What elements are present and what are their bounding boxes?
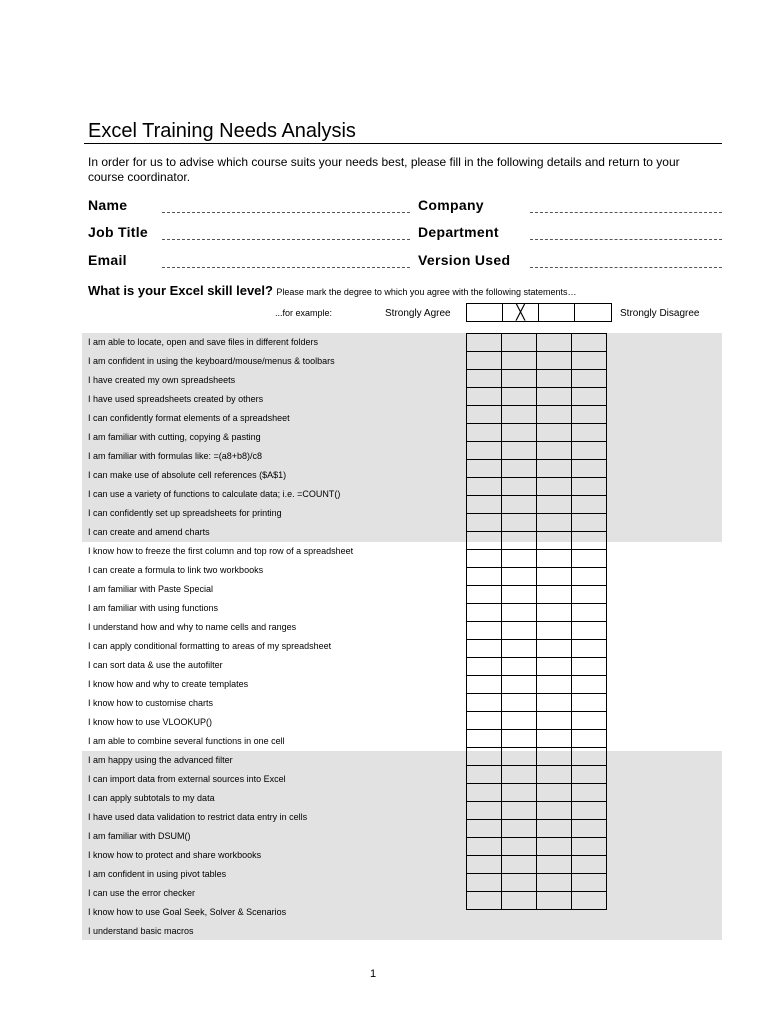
rating-cell[interactable] — [537, 730, 572, 748]
rating-cell[interactable] — [537, 658, 572, 676]
rating-cell[interactable] — [467, 820, 502, 838]
rating-cell[interactable] — [502, 874, 537, 892]
rating-cell[interactable] — [537, 586, 572, 604]
rating-grid — [466, 333, 607, 910]
skill-question — [88, 283, 576, 298]
rating-row — [467, 568, 607, 586]
statement-item: I can import data from external sources into Excel — [88, 774, 286, 784]
rating-cell[interactable] — [502, 856, 537, 874]
rating-cell[interactable] — [572, 478, 607, 496]
statement-item: I can apply subtotals to my data — [88, 793, 215, 803]
rating-cell[interactable] — [537, 874, 572, 892]
rating-cell[interactable] — [537, 496, 572, 514]
statement-item: I have created my own spreadsheets — [88, 375, 236, 385]
statement-item: I am confident in using pivot tables — [88, 869, 227, 879]
rating-cell[interactable] — [502, 406, 537, 424]
rating-cell[interactable] — [572, 586, 607, 604]
job-title-label: Job Title — [88, 224, 149, 240]
rating-cell[interactable] — [467, 874, 502, 892]
rating-cell[interactable] — [572, 514, 607, 532]
statement-item: I understand basic macros — [88, 926, 194, 936]
rating-cell[interactable] — [502, 388, 537, 406]
rating-cell[interactable] — [572, 370, 607, 388]
rating-cell[interactable] — [467, 784, 502, 802]
rating-cell[interactable] — [572, 622, 607, 640]
rating-row — [467, 622, 607, 640]
rating-cell[interactable] — [572, 424, 607, 442]
rating-row — [467, 730, 607, 748]
statement-item: I can create a formula to link two workbooks — [88, 565, 264, 575]
rating-row — [467, 676, 607, 694]
rating-cell[interactable] — [572, 694, 607, 712]
rating-cell[interactable] — [502, 568, 537, 586]
rating-cell[interactable] — [572, 388, 607, 406]
rating-row — [467, 802, 607, 820]
rating-cell[interactable] — [572, 568, 607, 586]
rating-row — [467, 334, 607, 352]
rating-cell[interactable] — [537, 622, 572, 640]
statement-item: I can apply conditional formatting to areas of my spreadsheet — [88, 641, 332, 651]
statement-item: I know how to freeze the first column and top row of a spreadsheet — [88, 546, 354, 556]
rating-cell[interactable] — [537, 550, 572, 568]
version-used-label: Version Used — [418, 252, 511, 268]
rating-cell[interactable] — [502, 370, 537, 388]
rating-cell[interactable] — [502, 550, 537, 568]
rating-cell[interactable] — [467, 478, 502, 496]
rating-cell[interactable] — [467, 838, 502, 856]
rating-cell[interactable] — [502, 424, 537, 442]
rating-cell[interactable] — [467, 532, 502, 550]
rating-cell[interactable] — [572, 766, 607, 784]
rating-cell[interactable] — [502, 784, 537, 802]
rating-cell[interactable] — [467, 856, 502, 874]
rating-cell[interactable] — [502, 640, 537, 658]
rating-cell[interactable] — [467, 550, 502, 568]
rating-cell[interactable] — [502, 658, 537, 676]
rating-cell[interactable] — [467, 748, 502, 766]
rating-row — [467, 748, 607, 766]
statement-item: I am confident in using the keyboard/mouse/menus & toolbars — [88, 356, 335, 366]
statement-item: I know how to use VLOOKUP() — [88, 717, 213, 727]
rating-cell[interactable] — [572, 838, 607, 856]
rating-cell[interactable] — [537, 604, 572, 622]
rating-cell[interactable] — [502, 820, 537, 838]
rating-cell[interactable] — [467, 586, 502, 604]
rating-cell[interactable] — [572, 532, 607, 550]
rating-cell[interactable] — [502, 802, 537, 820]
rating-cell[interactable] — [467, 694, 502, 712]
rating-cell[interactable] — [467, 658, 502, 676]
name-field[interactable] — [162, 212, 410, 213]
rating-cell[interactable] — [502, 478, 537, 496]
rating-cell[interactable] — [502, 622, 537, 640]
rating-cell[interactable] — [467, 568, 502, 586]
rating-cell[interactable] — [502, 460, 537, 478]
statement-item: I know how to use Goal Seek, Solver & Scenarios — [88, 907, 287, 917]
statement-item: I know how and why to create templates — [88, 679, 249, 689]
rating-row — [467, 604, 607, 622]
rating-cell[interactable] — [537, 370, 572, 388]
rating-cell[interactable] — [572, 442, 607, 460]
skill-instruction: Please mark the degree to which you agree with the following statements… — [276, 287, 577, 297]
rating-cell[interactable] — [572, 892, 607, 910]
rating-cell[interactable] — [572, 604, 607, 622]
statement-item: I am able to locate, open and save files in different folders — [88, 337, 318, 347]
rating-cell[interactable] — [537, 802, 572, 820]
email-field[interactable] — [162, 267, 410, 268]
rating-row — [467, 658, 607, 676]
rating-cell[interactable] — [572, 460, 607, 478]
rating-row — [467, 694, 607, 712]
rating-cell[interactable] — [467, 370, 502, 388]
rating-cell[interactable] — [537, 694, 572, 712]
intro-text: In order for us to advise which course suits your needs best, please fill in the following details and return to your course coordinator. — [88, 155, 680, 184]
rating-cell[interactable] — [537, 442, 572, 460]
rating-cell[interactable] — [572, 730, 607, 748]
rating-row — [467, 442, 607, 460]
rating-cell[interactable] — [572, 640, 607, 658]
statement-item: I can confidently format elements of a spreadsheet — [88, 413, 290, 423]
rating-cell[interactable] — [502, 352, 537, 370]
email-label: Email — [88, 252, 127, 268]
rating-cell[interactable] — [537, 424, 572, 442]
statement-item: I can use the error checker — [88, 888, 196, 898]
rating-cell[interactable] — [572, 658, 607, 676]
version-used-field[interactable] — [530, 267, 722, 268]
rating-cell[interactable] — [572, 550, 607, 568]
rating-cell[interactable] — [467, 352, 502, 370]
rating-cell[interactable] — [572, 784, 607, 802]
strongly-disagree-label: Strongly Disagree — [620, 308, 700, 319]
company-field[interactable] — [530, 212, 722, 213]
rating-cell[interactable] — [467, 334, 502, 352]
rating-cell[interactable] — [467, 802, 502, 820]
rating-cell[interactable] — [502, 892, 537, 910]
rating-row — [467, 766, 607, 784]
rating-row — [467, 820, 607, 838]
rating-cell[interactable] — [467, 388, 502, 406]
rating-cell[interactable] — [537, 514, 572, 532]
example-label: ...for example: — [275, 308, 333, 318]
example-box-4 — [574, 303, 612, 322]
rating-cell[interactable] — [502, 496, 537, 514]
rating-row — [467, 892, 607, 910]
rating-cell[interactable] — [572, 874, 607, 892]
statement-item: I am familiar with using functions — [88, 603, 219, 613]
rating-cell[interactable] — [502, 766, 537, 784]
rating-cell[interactable] — [537, 388, 572, 406]
example-box-1 — [466, 303, 503, 322]
department-label: Department — [418, 224, 499, 240]
rating-cell[interactable] — [467, 730, 502, 748]
rating-cell[interactable] — [537, 820, 572, 838]
rating-row — [467, 784, 607, 802]
name-label: Name — [88, 197, 128, 213]
rating-cell[interactable] — [572, 496, 607, 514]
rating-cell[interactable] — [572, 712, 607, 730]
rating-cell[interactable] — [502, 694, 537, 712]
rating-row — [467, 874, 607, 892]
rating-row — [467, 838, 607, 856]
rating-cell[interactable] — [467, 676, 502, 694]
rating-row — [467, 856, 607, 874]
statement-item: I understand how and why to name cells and ranges — [88, 622, 297, 632]
rating-cell[interactable] — [572, 406, 607, 424]
rating-row — [467, 712, 607, 730]
rating-cell[interactable] — [502, 676, 537, 694]
statement-item: I am happy using the advanced filter — [88, 755, 233, 765]
example-cross-mark: ╳ — [515, 304, 526, 321]
rating-cell[interactable] — [467, 640, 502, 658]
statement-item: I am familiar with Paste Special — [88, 584, 214, 594]
rating-row — [467, 388, 607, 406]
rating-cell[interactable] — [467, 622, 502, 640]
rating-row — [467, 532, 607, 550]
rating-cell[interactable] — [537, 406, 572, 424]
job-title-field[interactable] — [162, 239, 410, 240]
rating-cell[interactable] — [502, 442, 537, 460]
skill-question-heading: What is your Excel skill level? — [88, 283, 273, 298]
rating-cell[interactable] — [502, 514, 537, 532]
company-label: Company — [418, 197, 484, 213]
page-title: Excel Training Needs Analysis — [88, 120, 356, 142]
rating-cell[interactable] — [502, 334, 537, 352]
statement-item: I am familiar with formulas like: =(a8+b8)/c8 — [88, 451, 263, 461]
rating-row — [467, 406, 607, 424]
rating-cell[interactable] — [537, 334, 572, 352]
rating-cell[interactable] — [537, 460, 572, 478]
rating-cell[interactable] — [467, 766, 502, 784]
statement-item: I can make use of absolute cell references ($A$1) — [88, 470, 287, 480]
rating-cell[interactable] — [502, 712, 537, 730]
rating-cell[interactable] — [537, 766, 572, 784]
rating-cell[interactable] — [502, 532, 537, 550]
rating-cell[interactable] — [502, 604, 537, 622]
rating-cell[interactable] — [467, 604, 502, 622]
rating-cell[interactable] — [467, 424, 502, 442]
statement-item: I have used spreadsheets created by others — [88, 394, 264, 404]
rating-cell[interactable] — [467, 460, 502, 478]
rating-cell[interactable] — [537, 676, 572, 694]
rating-row — [467, 496, 607, 514]
rating-cell[interactable] — [572, 676, 607, 694]
rating-cell[interactable] — [467, 496, 502, 514]
rating-cell[interactable] — [537, 352, 572, 370]
rating-row — [467, 586, 607, 604]
rating-cell[interactable] — [467, 892, 502, 910]
rating-cell[interactable] — [537, 568, 572, 586]
rating-cell[interactable] — [467, 712, 502, 730]
rating-cell[interactable] — [502, 838, 537, 856]
statement-item: I can sort data & use the autofilter — [88, 660, 223, 670]
rating-cell[interactable] — [502, 586, 537, 604]
statement-item: I am familiar with cutting, copying & pasting — [88, 432, 261, 442]
statement-item: I know how to protect and share workbooks — [88, 850, 262, 860]
rating-cell[interactable] — [572, 802, 607, 820]
rating-row — [467, 352, 607, 370]
rating-cell[interactable] — [502, 730, 537, 748]
rating-row — [467, 550, 607, 568]
department-field[interactable] — [530, 239, 722, 240]
rating-cell[interactable] — [572, 748, 607, 766]
rating-row — [467, 640, 607, 658]
rating-cell[interactable] — [467, 442, 502, 460]
rating-cell[interactable] — [537, 892, 572, 910]
statement-item: I am able to combine several functions in one cell — [88, 736, 285, 746]
rating-cell[interactable] — [572, 334, 607, 352]
statement-item: I know how to customise charts — [88, 698, 214, 708]
rating-cell[interactable] — [537, 712, 572, 730]
statement-item: I can create and amend charts — [88, 527, 210, 537]
rating-cell[interactable] — [537, 838, 572, 856]
rating-cell[interactable] — [502, 748, 537, 766]
rating-cell[interactable] — [537, 856, 572, 874]
statement-item: I have used data validation to restrict data entry in cells — [88, 812, 308, 822]
rating-row — [467, 478, 607, 496]
rating-cell[interactable] — [467, 514, 502, 532]
title-divider — [84, 143, 722, 144]
statement-item: I can confidently set up spreadsheets for printing — [88, 508, 282, 518]
statement-item: I am familiar with DSUM() — [88, 831, 191, 841]
rating-row — [467, 514, 607, 532]
strongly-agree-label: Strongly Agree — [385, 308, 451, 319]
rating-cell[interactable] — [537, 640, 572, 658]
rating-cell[interactable] — [572, 820, 607, 838]
rating-cell[interactable] — [537, 532, 572, 550]
rating-cell[interactable] — [537, 784, 572, 802]
rating-cell[interactable] — [572, 856, 607, 874]
example-box-2 — [502, 303, 539, 322]
rating-row — [467, 460, 607, 478]
rating-cell[interactable] — [537, 478, 572, 496]
rating-row — [467, 424, 607, 442]
rating-row — [467, 370, 607, 388]
rating-cell[interactable] — [467, 406, 502, 424]
rating-cell[interactable] — [572, 352, 607, 370]
example-box-3 — [538, 303, 575, 322]
statement-item: I can use a variety of functions to calculate data; i.e. =COUNT() — [88, 489, 341, 499]
rating-cell[interactable] — [537, 748, 572, 766]
page-number: 1 — [369, 968, 377, 980]
